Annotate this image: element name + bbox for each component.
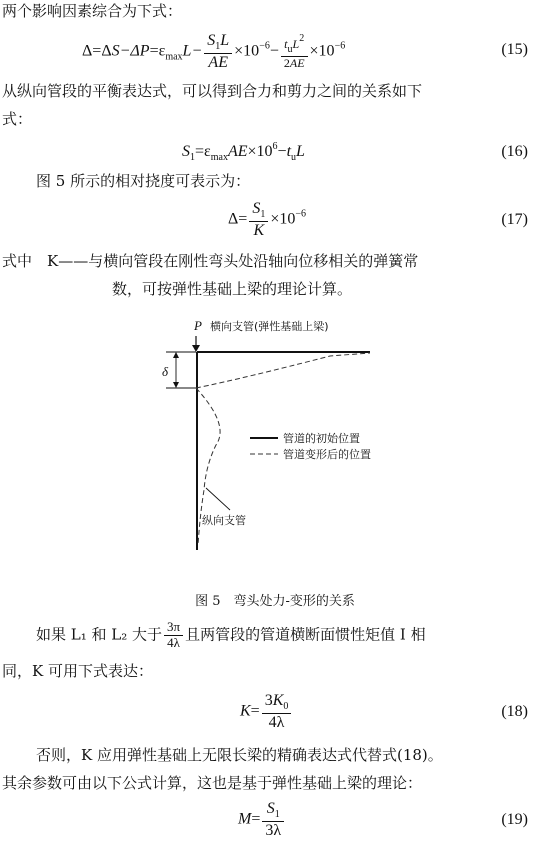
paragraph-line: 否则，K 应用弹性基础上无限长梁的精确表达式代替式(18)。 — [36, 746, 443, 764]
equation-number: (17) — [501, 211, 528, 228]
paragraph-text: 且两管段的管道横断面惯性矩值 I 相 — [185, 625, 426, 644]
load-arrow-head — [192, 345, 200, 352]
paragraph-line: 从纵向管段的平衡表达式，可以得到合力和剪力之间的关系如下 — [2, 82, 423, 100]
figure-caption: 图 5 弯头处力-变形的关系 — [195, 594, 355, 609]
equation-17: Δ= $\frac{S_1}{K}$ $\times 10^{-6}$ (17) — [228, 200, 528, 239]
paragraph-line: 同，K 可用下式表达： — [2, 662, 153, 680]
equation-number: (19) — [501, 811, 528, 828]
paragraph-line-with-fraction — [36, 620, 426, 651]
delta-arrow-bottom — [173, 382, 179, 388]
horizontal-branch-label: 横向支管(弹性基础上梁) — [210, 320, 329, 333]
vertical-label-leader — [206, 488, 230, 510]
equation-15: $\Delta=\Delta S-\Delta P=\varepsilon_{max}L-$ $\frac{S_1L}{AE}$ $\times 10^{-6}-$ $\frac{t_uL^2}{2AE}$ $\times 10^{-6}$ (15) — [82, 32, 528, 71]
vertical-branch-label: 纵向支管 — [202, 514, 246, 527]
paragraph-line: 式： — [2, 110, 33, 128]
paragraph-line: 图 5 所示的相对挠度可表示为： — [36, 172, 251, 190]
inline-fraction: $\frac{3\pi}{4\lambda}$ — [164, 620, 183, 651]
delta-arrow-top — [173, 352, 179, 358]
paragraph-line: 其余参数可由以下公式计算，这也是基于弹性基础上梁的理论： — [2, 774, 423, 792]
figure-5-diagram — [0, 300, 550, 590]
equation-18: K= $\frac{3K_0}{4\lambda}$ (18) — [240, 692, 528, 731]
legend-deformed-label: 管道变形后的位置 — [283, 448, 371, 461]
equation-number: (18) — [501, 703, 528, 720]
horizontal-pipe-deformed — [196, 353, 370, 388]
delta-label: δ — [162, 364, 169, 379]
load-label: P — [194, 318, 202, 333]
equation-16: $S_1=\varepsilon_{max}AE\times 10^6-t_uL$ (16) — [182, 141, 528, 163]
paragraph-line: 两个影响因素综合为下式： — [2, 2, 183, 20]
equation-19: M= $\frac{S_1}{3\lambda}$ (19) — [238, 800, 528, 839]
paragraph-text: 如果 L₁ 和 L₂ 大于 — [36, 625, 163, 644]
paragraph-line: 数，可按弹性基础上梁的理论计算。 — [112, 280, 353, 298]
paragraph-line: 式中 K——与横向管段在刚性弯头处沿轴向位移相关的弹簧常 — [2, 252, 419, 270]
equation-number: (16) — [501, 143, 528, 160]
legend-initial-label: 管道的初始位置 — [283, 432, 360, 445]
equation-number: (15) — [501, 41, 528, 58]
